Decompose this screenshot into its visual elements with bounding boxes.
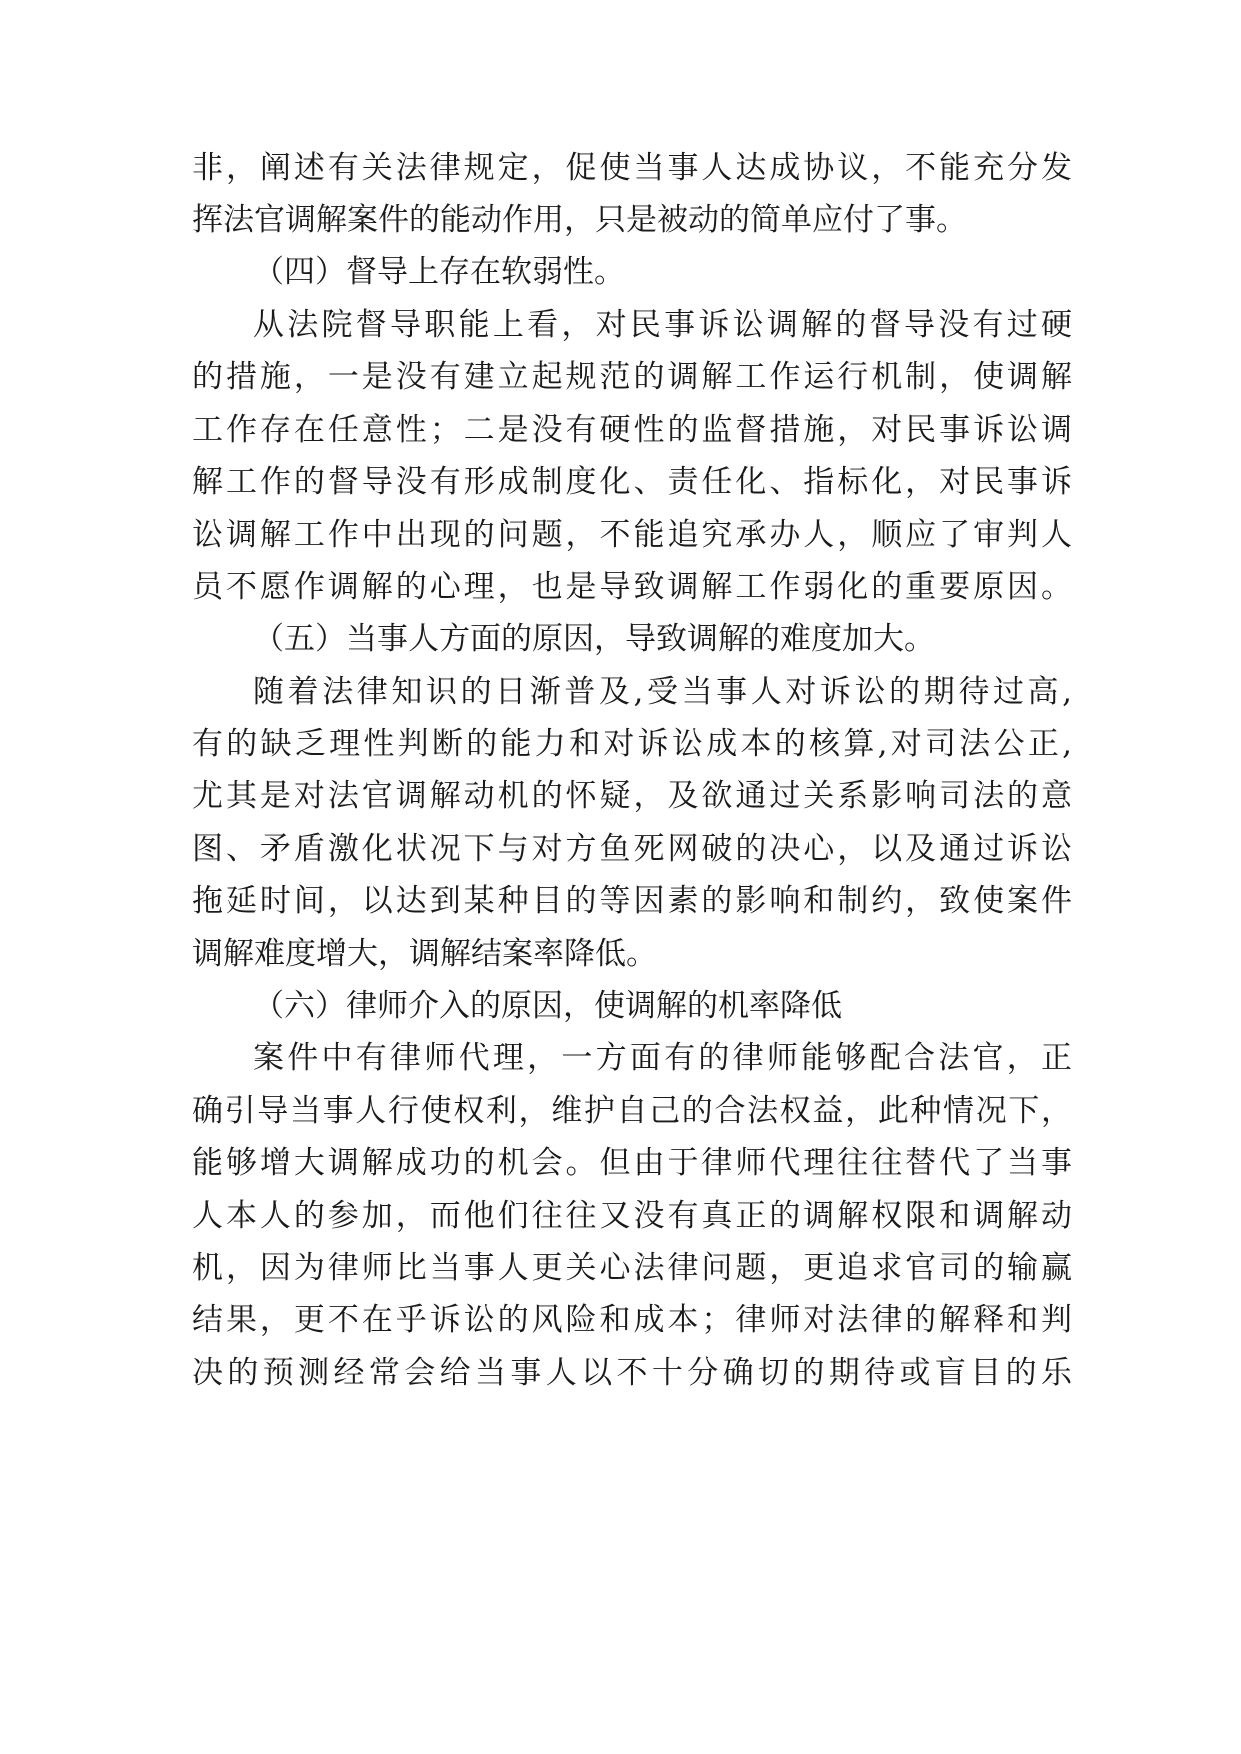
text-line: 案件中有律师代理，一方面有的律师能够配合法官，正 bbox=[253, 1040, 1072, 1076]
text-line: 尤其是对法官调解动机的怀疑，及欲通过关系影响司法的意 bbox=[192, 778, 1072, 814]
text-line: 员不愿作调解的心理，也是导致调解工作弱化的重要原因。 bbox=[192, 569, 1072, 605]
section-heading-4: （四）督导上存在软弱性。 bbox=[253, 254, 625, 290]
section-heading-5: （五）当事人方面的原因，导致调解的难度加大。 bbox=[253, 621, 935, 657]
text-line: 决的预测经常会给当事人以不十分确切的期待或盲目的乐 bbox=[192, 1355, 1072, 1391]
text-line: 工作存在任意性；二是没有硬性的监督措施，对民事诉讼调 bbox=[192, 412, 1072, 448]
text-line: 讼调解工作中出现的问题，不能追究承办人，顺应了审判人 bbox=[192, 517, 1072, 553]
text-line: 拖延时间，以达到某种目的等因素的影响和制约，致使案件 bbox=[192, 883, 1072, 919]
text-line: 有的缺乏理性判断的能力和对诉讼成本的核算,对司法公正, bbox=[192, 726, 1072, 762]
text-line: 机，因为律师比当事人更关心法律问题，更追求官司的输赢 bbox=[192, 1250, 1072, 1286]
text-line: 调解难度增大，调解结案率降低。 bbox=[192, 936, 657, 972]
text-line: 的措施，一是没有建立起规范的调解工作运行机制，使调解 bbox=[192, 359, 1072, 395]
text-line: 图、矛盾激化状况下与对方鱼死网破的决心，以及通过诉讼 bbox=[192, 831, 1072, 867]
text-line: 解工作的督导没有形成制度化、责任化、指标化，对民事诉 bbox=[192, 464, 1072, 500]
text-line: 确引导当事人行使权利，维护自己的合法权益，此种情况下， bbox=[192, 1093, 1072, 1129]
text-line: 随着法律知识的日渐普及,受当事人对诉讼的期待过高, bbox=[253, 674, 1072, 710]
text-line: 结果，更不在乎诉讼的风险和成本；律师对法律的解释和判 bbox=[192, 1302, 1072, 1338]
text-line: 能够增大调解成功的机会。但由于律师代理往往替代了当事 bbox=[192, 1145, 1072, 1181]
section-heading-6: （六）律师介入的原因，使调解的机率降低 bbox=[253, 988, 842, 1024]
text-line: 挥法官调解案件的能动作用，只是被动的简单应付了事。 bbox=[192, 202, 967, 238]
text-line: 从法院督导职能上看，对民事诉讼调解的督导没有过硬 bbox=[253, 307, 1072, 343]
text-line: 非，阐述有关法律规定，促使当事人达成协议，不能充分发 bbox=[192, 150, 1072, 186]
text-line: 人本人的参加，而他们往往又没有真正的调解权限和调解动 bbox=[192, 1198, 1072, 1234]
